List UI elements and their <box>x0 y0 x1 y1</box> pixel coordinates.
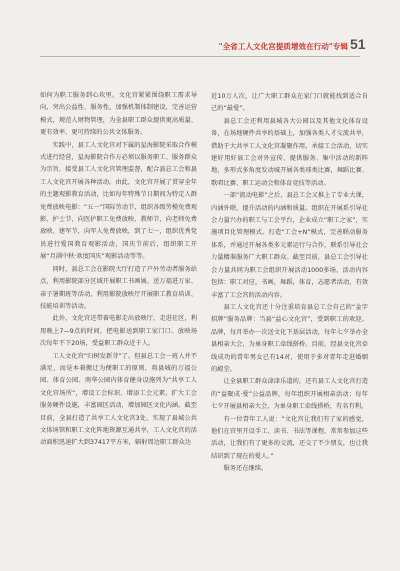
page-number: 51 <box>350 36 366 52</box>
body-paragraph: 近10万人次，让广大职工群众在家门口就能找到适合自己的“最爱”。 <box>211 93 368 113</box>
body-paragraph: 此外，文化宫还带着电影走出放映厅，走进社区，利用晚上7—9点的时间，把电影送到职工家门口。放映场次每年不下20场，受益职工群众近千人。 <box>40 315 197 348</box>
right-text-column <box>211 91 368 476</box>
body-paragraph: 有一位青年工人说：“文化宫让我们有了家的感觉，他们在宫里开设手工、读书、书法等课程，常常参加这些活动，让我们有了更多的交流，还交了不少朋友，也让我结识到了现在的爱人。” <box>211 415 368 460</box>
body-paragraph: 县工人文化宫还十分注重培育县总工会自己的“金字招牌”服务品牌：当县“益心文化宫”，受到职工的欢迎。品牌，每月举办一次送文化下基层活动，每年七夕举办全县相亲大会，为单身职工牵线搭桥。目前，经县文化宫牵线成功的青年男女已有14对，使用于多对青年走进婚姻的殿堂。 <box>211 303 368 373</box>
body-paragraph: 实践中，县工人文化宫对下属的星海影院采取合作模式进行经营，星海影院合作方必须以服务职工、服务群众为宗旨，接受县工人文化宫管理监督，配合县总工会和县工人文化宫开展各种活动。由此，文化宫开展了贯穿全年的主题观影教育活动，比如每年特殊节日期间为特定人群免费放映电影：“五一”国际劳动节，组织各级劳模免费观影，护士节，向医护职工免费放映、教师节，向老师免费放映、建军节，向军人免费放映，到了七一，组织优秀党员进行爱国教育观影活动，国庆节前后，组织职工开展“月满中秋·欢度国庆”观影活动等等。 <box>40 141 197 261</box>
body-paragraph: 同时，县总工会在影院大厅打造了户外劳动者服务站点，利用影院部分区域开展职工书画展、送万福进万家、亲子暑期班等活动，利用影院放映厅开展职工教育培训、技能培训等活动。 <box>40 265 197 310</box>
left-text-column <box>40 90 197 450</box>
body-paragraph: 如何为职工服务到心坎里。文化宫紧紧围绕职工需求导向，突出公益性、服务性，加强机制体制建设，完善运营模式，规范人财物管理，为全县职工群众提供更高质量、更有效率、更可持续的公共文体服务。 <box>40 92 197 137</box>
body-paragraph: 服务还在继续。 <box>223 465 268 473</box>
body-paragraph: 工人文化宫“归树发新芽”了。但县总工会一班人并不满足，而是本着搬迁为便职工的原则，将县城的万福公园、体育公园、南华公园内体育健身设施列为“共享工人文化宫场所”，增设工会标识、增添工会元素，扩大工会服务硬件设施，丰富园区活动，增加园区文化内涵。截至目前，全县打造了共享工人文化宫3处，实现了县城公共文体场馆和职工文化阵地资源互通共享，工人文化宫的活动面积迅速扩大到37417平方米，辐射周边职工群众达 <box>40 352 197 447</box>
body-paragraph: 让全县职工群众津津乐道的，还有县工人文化宫打造的“益聚成·爱”公益品牌，每年组织开展相亲活动；每年七夕开展县相亲大会，为单身职工牵线搭桥，有名有利。 <box>211 378 368 411</box>
section-title: "全省工人文化宫提质增效在行动"专辑 <box>218 42 348 51</box>
body-paragraph: 一部“流动电影”之后，县总工会又推上了专业大课，内涵外联，提升活动的内涵和质量。组织在开展系引导社会力量兴办的职工与工会平台，企业成立“职工之家”，实施项目化管理模式。打造“工会+N”模式，完善联动服务体系，并通过开展各类多元素运行与合作，联系引导社会力量精准服务广大职工群众。截至目前，县总工会引导社会力量共同为职工会组织开展活动1000多场，活动内容包括：职工对应，书画，舞蹈，体育，志愿者活动，有效丰富了工会宫的活动内容。 <box>211 192 368 299</box>
body-paragraph: 县总工会还利用县城各大公园以及其他文化体育设备，在场地硬件共享的基础上，加强各类人才交流共享，借助于大共享工人文化宫凝聚作用，承接工会活动，切实建好用好县工会对外宣传、提供服务、集中活动的新阵地，多形式多角度发动城开展各类球类比赛，舞蹈比赛、歌唱比赛、职工运动会和体育竞技等活动。 <box>211 117 368 187</box>
header-divider <box>40 56 360 57</box>
